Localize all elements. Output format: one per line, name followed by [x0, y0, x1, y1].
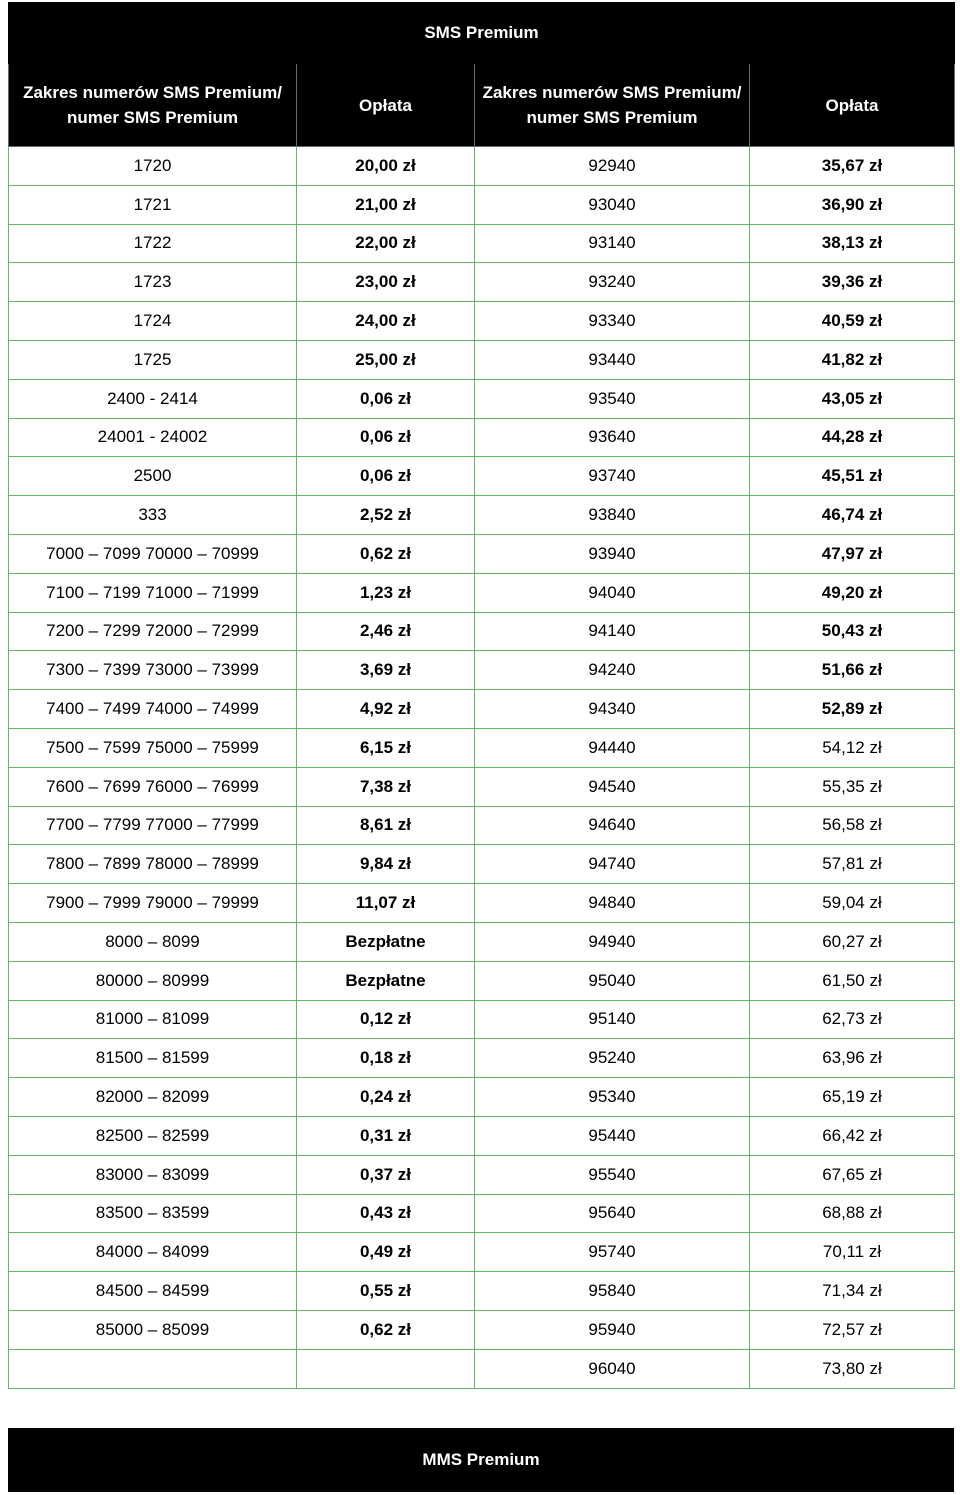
fee-cell: 40,59 zł: [750, 302, 955, 341]
table-row: [9, 1310, 955, 1349]
number-range-cell: 83000 – 83099: [9, 1155, 297, 1194]
number-range-cell: 94640: [475, 806, 750, 845]
fee-cell: 72,57 zł: [750, 1310, 955, 1349]
number-range-cell: 7500 – 7599 75000 – 75999: [9, 728, 297, 767]
table-row: [9, 302, 955, 341]
number-range-cell: 93040: [475, 185, 750, 224]
fee-cell: 0,43 zł: [297, 1194, 475, 1233]
number-range-cell: 24001 - 24002: [9, 418, 297, 457]
number-range-cell: 1725: [9, 340, 297, 379]
fee-cell: 55,35 zł: [750, 767, 955, 806]
table-row: [9, 728, 955, 767]
number-range-cell: 96040: [475, 1349, 750, 1388]
column-header-number-range-1: Zakres numerów SMS Premium/ numer SMS Premium: [9, 64, 297, 147]
number-range-cell: 94740: [475, 845, 750, 884]
number-range-cell: 80000 – 80999: [9, 961, 297, 1000]
number-range-cell: 7300 – 7399 73000 – 73999: [9, 651, 297, 690]
number-range-cell: 94040: [475, 573, 750, 612]
fee-cell: 59,04 zł: [750, 884, 955, 923]
number-range-cell: 1720: [9, 147, 297, 186]
table-row: [9, 379, 955, 418]
number-range-cell: 93240: [475, 263, 750, 302]
table-row: [9, 147, 955, 186]
fee-cell: 0,12 zł: [297, 1000, 475, 1039]
table-row: [9, 1155, 955, 1194]
number-range-cell: 7700 – 7799 77000 – 77999: [9, 806, 297, 845]
number-range-cell: 95040: [475, 961, 750, 1000]
table-row: [9, 884, 955, 923]
fee-cell: 0,24 zł: [297, 1078, 475, 1117]
column-header-fee-2: Opłata: [750, 64, 955, 147]
fee-cell: 0,18 zł: [297, 1039, 475, 1078]
fee-cell: 0,49 zł: [297, 1233, 475, 1272]
number-range-cell: 7800 – 7899 78000 – 78999: [9, 845, 297, 884]
fee-cell: 24,00 zł: [297, 302, 475, 341]
fee-cell: 45,51 zł: [750, 457, 955, 496]
number-range-cell: 95440: [475, 1116, 750, 1155]
fee-cell: 1,23 zł: [297, 573, 475, 612]
number-range-cell: 95240: [475, 1039, 750, 1078]
fee-cell: 9,84 zł: [297, 845, 475, 884]
number-range-cell: 93140: [475, 224, 750, 263]
fee-cell: 70,11 zł: [750, 1233, 955, 1272]
table-row: [9, 961, 955, 1000]
fee-cell: 2,46 zł: [297, 612, 475, 651]
fee-cell: 51,66 zł: [750, 651, 955, 690]
number-range-cell: 94240: [475, 651, 750, 690]
number-range-cell: 95340: [475, 1078, 750, 1117]
fee-cell: 38,13 zł: [750, 224, 955, 263]
number-range-cell: 93440: [475, 340, 750, 379]
table-row: [9, 767, 955, 806]
column-header-fee-1: Opłata: [297, 64, 475, 147]
fee-cell: 61,50 zł: [750, 961, 955, 1000]
fee-cell: 25,00 zł: [297, 340, 475, 379]
fee-cell: 35,67 zł: [750, 147, 955, 186]
fee-cell: 11,07 zł: [297, 884, 475, 923]
table-row: [9, 573, 955, 612]
number-range-cell: 7600 – 7699 76000 – 76999: [9, 767, 297, 806]
fee-cell: 0,06 zł: [297, 457, 475, 496]
fee-cell: 73,80 zł: [750, 1349, 955, 1388]
table-row: [9, 457, 955, 496]
fee-cell: 3,69 zł: [297, 651, 475, 690]
number-range-cell: 94140: [475, 612, 750, 651]
number-range-cell: 81500 – 81599: [9, 1039, 297, 1078]
fee-cell: Bezpłatne: [297, 922, 475, 961]
number-range-cell: 2400 - 2414: [9, 379, 297, 418]
fee-cell: 0,37 zł: [297, 1155, 475, 1194]
number-range-cell: 82500 – 82599: [9, 1116, 297, 1155]
number-range-cell: 95940: [475, 1310, 750, 1349]
number-range-cell: 7100 – 7199 71000 – 71999: [9, 573, 297, 612]
number-range-cell: 84000 – 84099: [9, 1233, 297, 1272]
number-range-cell: 95840: [475, 1272, 750, 1311]
table-row: [9, 690, 955, 729]
number-range-cell: 333: [9, 496, 297, 535]
table-row: [9, 1349, 955, 1388]
number-range-cell: 93540: [475, 379, 750, 418]
table-row: [9, 534, 955, 573]
fee-cell: 4,92 zł: [297, 690, 475, 729]
sms-premium-title: SMS Premium: [9, 3, 955, 64]
number-range-cell: 1723: [9, 263, 297, 302]
table-row: [9, 612, 955, 651]
fee-cell: 39,36 zł: [750, 263, 955, 302]
fee-cell: 57,81 zł: [750, 845, 955, 884]
number-range-cell: 95540: [475, 1155, 750, 1194]
fee-cell: 41,82 zł: [750, 340, 955, 379]
number-range-cell: 93340: [475, 302, 750, 341]
table-row: [9, 806, 955, 845]
number-range-cell: 93840: [475, 496, 750, 535]
number-range-cell: 94940: [475, 922, 750, 961]
table-row: [9, 496, 955, 535]
number-range-cell: 82000 – 82099: [9, 1078, 297, 1117]
number-range-cell: 7400 – 7499 74000 – 74999: [9, 690, 297, 729]
fee-cell: Bezpłatne: [297, 961, 475, 1000]
table-row: [9, 845, 955, 884]
number-range-cell: 85000 – 85099: [9, 1310, 297, 1349]
table-row: [9, 1000, 955, 1039]
fee-cell: 65,19 zł: [750, 1078, 955, 1117]
table-row: [9, 1078, 955, 1117]
fee-cell: 52,89 zł: [750, 690, 955, 729]
number-range-cell: 81000 – 81099: [9, 1000, 297, 1039]
table-row: [9, 263, 955, 302]
fee-cell: 0,06 zł: [297, 418, 475, 457]
number-range-cell: 94340: [475, 690, 750, 729]
number-range-cell: 94540: [475, 767, 750, 806]
fee-cell: 36,90 zł: [750, 185, 955, 224]
fee-cell: 67,65 zł: [750, 1155, 955, 1194]
column-header-number-range-2: Zakres numerów SMS Premium/ numer SMS Premium: [475, 64, 750, 147]
number-range-cell: 92940: [475, 147, 750, 186]
sms-premium-table: [8, 2, 955, 1389]
fee-cell: 50,43 zł: [750, 612, 955, 651]
number-range-cell: 7900 – 7999 79000 – 79999: [9, 884, 297, 923]
mms-premium-title: MMS Premium: [9, 1429, 954, 1492]
number-range-cell: 7000 – 7099 70000 – 70999: [9, 534, 297, 573]
fee-cell: 0,62 zł: [297, 534, 475, 573]
table-row: [9, 922, 955, 961]
fee-cell: 0,55 zł: [297, 1272, 475, 1311]
table-row: [9, 1272, 955, 1311]
number-range-cell: 1721: [9, 185, 297, 224]
table-row: [9, 1233, 955, 1272]
number-range-cell: 7200 – 7299 72000 – 72999: [9, 612, 297, 651]
number-range-cell: 93740: [475, 457, 750, 496]
number-range-cell: 95640: [475, 1194, 750, 1233]
fee-cell: 43,05 zł: [750, 379, 955, 418]
fee-cell: 20,00 zł: [297, 147, 475, 186]
fee-cell: 62,73 zł: [750, 1000, 955, 1039]
table-row: [9, 224, 955, 263]
fee-cell: 71,34 zł: [750, 1272, 955, 1311]
sms-table-body: [9, 147, 955, 1389]
table-row: [9, 185, 955, 224]
fee-cell: 0,62 zł: [297, 1310, 475, 1349]
fee-cell: 54,12 zł: [750, 728, 955, 767]
table-row: [9, 1116, 955, 1155]
fee-cell: 44,28 zł: [750, 418, 955, 457]
fee-cell: 21,00 zł: [297, 185, 475, 224]
table-row: [9, 418, 955, 457]
number-range-cell: 95740: [475, 1233, 750, 1272]
number-range-cell: 94840: [475, 884, 750, 923]
table-row: [9, 1039, 955, 1078]
number-range-cell: 83500 – 83599: [9, 1194, 297, 1233]
number-range-cell: 2500: [9, 457, 297, 496]
number-range-cell: 94440: [475, 728, 750, 767]
fee-cell: 46,74 zł: [750, 496, 955, 535]
mms-premium-table: [8, 1428, 954, 1492]
fee-cell: 47,97 zł: [750, 534, 955, 573]
fee-cell: 23,00 zł: [297, 263, 475, 302]
table-row: [9, 1194, 955, 1233]
fee-cell: 66,42 zł: [750, 1116, 955, 1155]
number-range-cell: 93640: [475, 418, 750, 457]
fee-cell: 6,15 zł: [297, 728, 475, 767]
fee-cell: 68,88 zł: [750, 1194, 955, 1233]
number-range-cell: 95140: [475, 1000, 750, 1039]
number-range-cell: 8000 – 8099: [9, 922, 297, 961]
number-range-cell: 93940: [475, 534, 750, 573]
fee-cell: 60,27 zł: [750, 922, 955, 961]
fee-cell: [297, 1349, 475, 1388]
table-row: [9, 651, 955, 690]
fee-cell: 7,38 zł: [297, 767, 475, 806]
number-range-cell: 1722: [9, 224, 297, 263]
fee-cell: 0,06 zł: [297, 379, 475, 418]
fee-cell: 56,58 zł: [750, 806, 955, 845]
number-range-cell: 84500 – 84599: [9, 1272, 297, 1311]
number-range-cell: [9, 1349, 297, 1388]
fee-cell: 63,96 zł: [750, 1039, 955, 1078]
fee-cell: 22,00 zł: [297, 224, 475, 263]
fee-cell: 2,52 zł: [297, 496, 475, 535]
table-row: [9, 340, 955, 379]
number-range-cell: 1724: [9, 302, 297, 341]
fee-cell: 0,31 zł: [297, 1116, 475, 1155]
fee-cell: 8,61 zł: [297, 806, 475, 845]
fee-cell: 49,20 zł: [750, 573, 955, 612]
